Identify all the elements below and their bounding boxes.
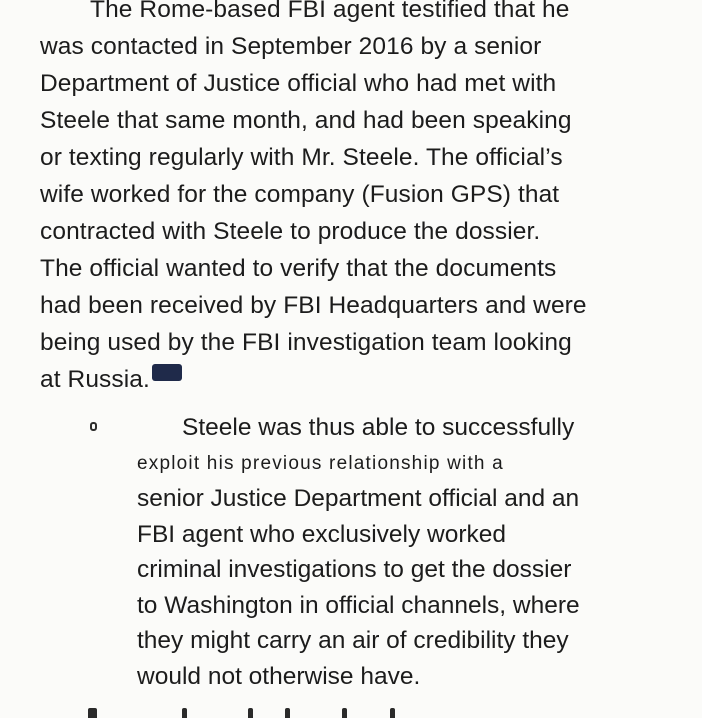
cut-off-glyph xyxy=(342,708,347,718)
paragraph-line: or texting regularly with Mr. Steele. The official’s xyxy=(40,144,563,171)
sub-bullet-line: they might carry an air of credibility they xyxy=(137,627,569,654)
paragraph-line: Department of Justice official who had met with xyxy=(40,70,557,97)
cut-off-glyph xyxy=(88,708,97,718)
sub-bullet-line: would not otherwise have. xyxy=(137,662,421,690)
paragraph-line-text: at Russia. xyxy=(40,366,150,393)
cut-off-glyph xyxy=(390,708,395,718)
paragraph-line: was contacted in September 2016 by a senior xyxy=(40,33,542,60)
paragraph-line: The Rome-based FBI agent testified that he xyxy=(90,0,570,23)
bullet-marker-icon xyxy=(90,422,97,431)
redaction-mark xyxy=(152,364,182,381)
cut-off-glyph xyxy=(182,708,187,718)
paragraph-line: being used by the FBI investigation team looking xyxy=(40,329,572,356)
sub-bullet-line: Steele was thus able to successfully xyxy=(182,414,575,441)
paragraph-line: The official wanted to verify that the documents xyxy=(40,255,557,282)
cut-off-next-line xyxy=(80,708,480,718)
sub-bullet-line: senior Justice Department official and an xyxy=(137,485,580,512)
paragraph-line: had been received by FBI Headquarters and were xyxy=(40,292,587,319)
sub-bullet-line: criminal investigations to get the dossier xyxy=(137,556,572,583)
cut-off-glyph xyxy=(285,708,290,718)
paragraph-line-last xyxy=(40,361,690,398)
paragraph-line: contracted with Steele to produce the dossier. xyxy=(40,218,541,245)
sub-bullet-line: exploit his previous relationship with a xyxy=(137,452,504,474)
paragraph-line: Steele that same month, and had been speaking xyxy=(40,107,572,134)
cut-off-glyph xyxy=(248,708,253,718)
sub-bullet-paragraph xyxy=(137,410,697,694)
sub-bullet-line: to Washington in official channels, where xyxy=(137,591,580,619)
paragraph-line: wife worked for the company (Fusion GPS) that xyxy=(40,181,560,208)
main-paragraph xyxy=(40,0,690,398)
sub-bullet-line: FBI agent who exclusively worked xyxy=(137,520,507,548)
